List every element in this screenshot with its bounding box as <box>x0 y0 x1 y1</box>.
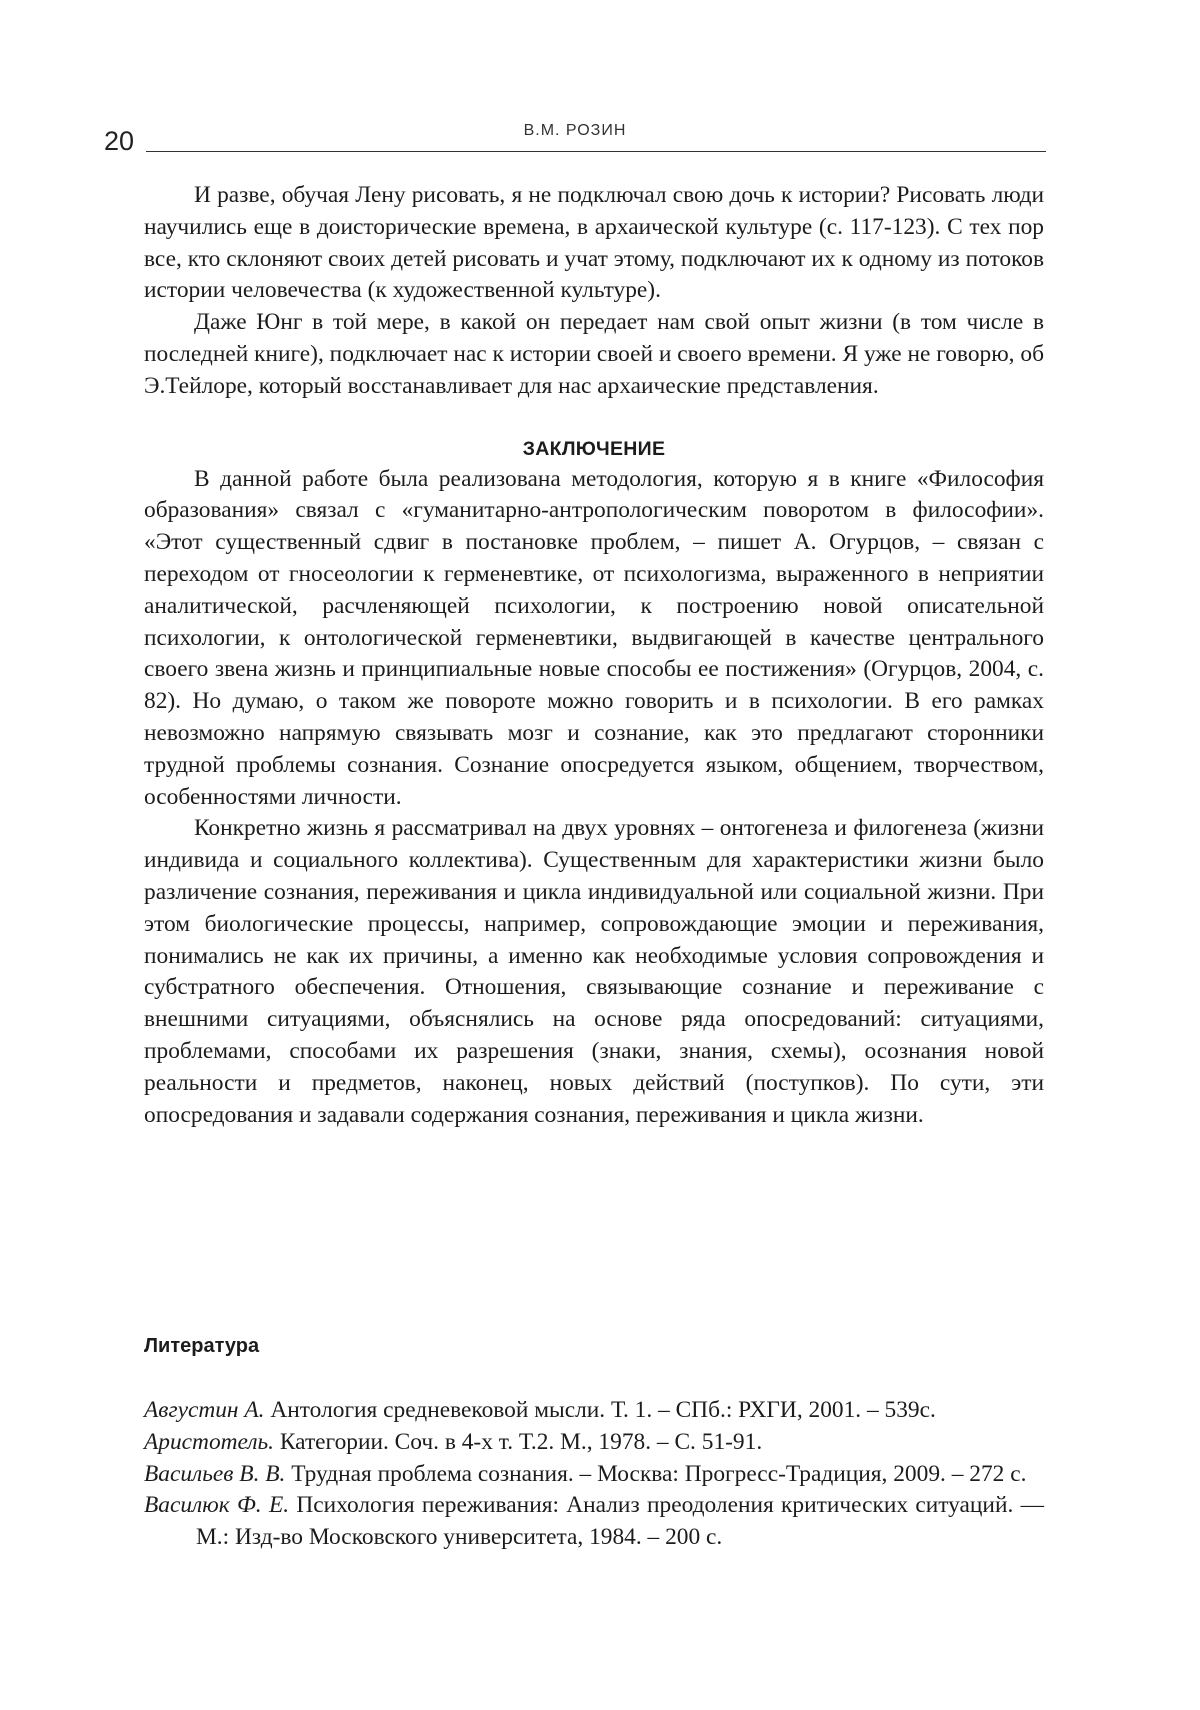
running-header <box>104 118 1046 158</box>
reference-text: Трудная проблема сознания. – Москва: Прогресс-Традиция, 2009. – 272 с. <box>285 1460 1027 1487</box>
reference-item <box>144 1395 1044 1427</box>
literature-heading: Литература <box>144 1335 260 1357</box>
conclusion-heading: ЗАКЛЮЧЕНИЕ <box>522 437 666 460</box>
reference-list <box>144 1395 1044 1554</box>
reference-text: Антология средневековой мысли. Т. 1. – СПб.: РХГИ, 2001. – 539с. <box>264 1397 936 1423</box>
body-paragraph: Даже Юнг в той мере, в какой он передает нам свой опыт жизни (в том числе в последней книге), подключает нас к истории своей и своего времени. Я уже не говорю, об Э.Тейлоре, который восстанавливает для нас архаические представления. <box>144 309 1044 399</box>
page-number: 20 <box>104 126 135 156</box>
reference-item <box>144 1490 1044 1554</box>
reference-author: Васильев В. В. <box>144 1460 286 1487</box>
header-author: В.М. РОЗИН <box>523 122 627 139</box>
main-text <box>144 180 1044 1131</box>
reference-author: Августин А. <box>144 1397 265 1423</box>
conclusion-paragraph: Конкретно жизнь я рассматривал на двух уровнях – онтогенеза и филогенеза (жизни индивида и социального коллектива). Существенным для характеристики жизни было различение сознания, переживания и цикла индивидуальной или социальной жизни. При этом биологические процессы, например, сопровождающие эмоции и переживания, понимались не как их причины, а именно как необходимые условия сопровождения и субстратного обеспечения. Отношения, связывающие сознание и переживание с внешними ситуациями, объяснялись на основе ряда опосредований: ситуациями, проблемами, способами их разрешения (знаки, знания, схемы), осознания новой реальности и предметов, наконец, новых действий (поступков). По сути, эти опосредования и задавали содержания сознания, переживания и цикла жизни. <box>144 815 1044 1128</box>
reference-author: Василюк Ф. Е. <box>144 1492 290 1519</box>
reference-item <box>144 1427 1044 1459</box>
reference-text: Категории. Соч. в 4-х т. Т.2. М., 1978. – С. 51-91. <box>274 1428 763 1455</box>
header-rule <box>146 151 1046 152</box>
reference-item <box>144 1459 1044 1491</box>
conclusion-paragraph: В данной работе была реализована методология, которую я в книге «Философия образования» связал с «гуманитарно-антропологическим поворотом в философии». «Этот существенный сдвиг в постановке проблем, – пишет А. Огурцов, – связан с переходом от гносеологии к герменевтике, от психологизма, выраженного в неприятии аналитической, расчленяющей психологии, к построению новой описательной психологии, к онтологической герменевтики, выдвигающей в качестве центрального своего звена жизнь и принципиальные новые способы ее постижения» (Огурцов, 2004, с. 82). Но думаю, о таком же повороте можно говорить и в психологии. В его рамках невозможно напрямую связывать мозг и сознание, как это предлагают сторонники трудной проблемы сознания. Сознание опосредуется языком, общением, творчеством, особенностями личности. <box>144 465 1044 810</box>
body-paragraph: И разве, обучая Лену рисовать, я не подключал свою дочь к истории? Рисовать люди научились еще в доисторические времена, в архаической культуре (с. 117-123). С тех пор все, кто склоняют своих детей рисовать и учат этому, подключают их к одному из потоков истории человечества (к художественной культуре). <box>144 182 1044 304</box>
reference-author: Аристотель. <box>144 1428 275 1455</box>
reference-text: Психология переживания: Анализ преодоления критических ситуаций. — М.: Изд-во Московского университета, 1984. – 200 с. <box>196 1492 1045 1551</box>
